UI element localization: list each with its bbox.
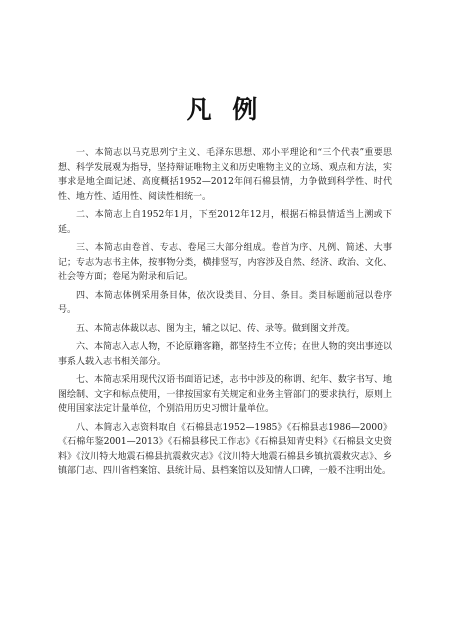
body-text xyxy=(58,146,392,483)
paragraph-4: 四、本简志体例采用条目体，依次设类目、分目、条目。类目标题前冠以卷序号。 xyxy=(58,290,392,315)
paragraph-8: 八、本简志入志资料取自《石棉县志1952—1985》《石棉县志1986—2000》《石棉年鉴2001—2013》《石棉县移民工作志》《石棉县知青史料》《石棉县文史资料》《汶川特大地震石棉县抗震救灾志》《汶川特大地震石棉县乡镇抗震救灾志》、乡镇部门志、四川省档案馆、县统计局、县档案馆以及知情人口碑，一般不注明出处。 xyxy=(58,422,392,476)
paragraph-1: 一、本简志以马克思列宁主义、毛泽东思想、邓小平理论和“三个代表”重要思想、科学发展观为指导，坚持辩证唯物主义和历史唯物主义的立场、观点和方法，实事求是地全面记述、高度概括1952—2012年间石棉县情，力争做到科学性、时代性、地方性、适用性、阅读性相统一。 xyxy=(58,148,392,202)
paragraph-3: 三、本简志由卷首、专志、卷尾三大部分组成。卷首为序、凡例、简述、大事记；专志为志书主体，按事物分类，横排竖写，内容涉及自然、经济、政治、文化、社会等方面；卷尾为附录和后记。 xyxy=(58,243,392,282)
paragraph-5: 五、本简志体裁以志、图为主，辅之以记、传、录等。做到图文并茂。 xyxy=(76,323,356,334)
page-title: 凡 例 xyxy=(186,95,264,124)
paragraph-6: 六、本简志入志人物，不论原籍客籍，都坚持生不立传；在世人物的突出事迹以事系人载入志书相关部分。 xyxy=(58,342,392,367)
paragraph-7: 七、本简志采用现代汉语书面语记述，志书中涉及的称谓、纪年、数字书写、地图绘制、文字和标点使用，一律按国家有关规定和业务主管部门的要求执行，原则上使用国家法定计量单位，个别沿用历史习惯计量单位。 xyxy=(58,375,392,414)
paragraph-2: 二、本简志上自1952年1月，下至2012年12月，根据石棉县情适当上溯或下延。 xyxy=(58,210,392,235)
